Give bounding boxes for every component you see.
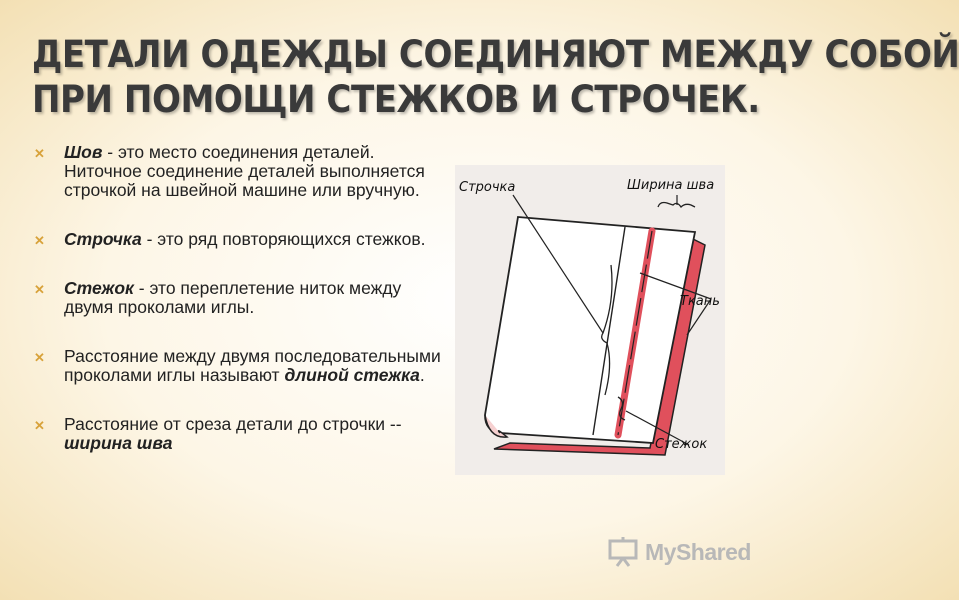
bullet-item-stitch-length <box>34 347 454 385</box>
cross-bullet-icon: ✕ <box>34 418 45 433</box>
definition-seam-width-pre: Расстояние от среза детали до строчки -- <box>64 414 402 434</box>
cross-bullet-icon: ✕ <box>34 282 45 297</box>
label-fabric: Ткань <box>680 294 720 309</box>
bullet-item-seam-width <box>34 415 454 453</box>
bullet-list <box>34 143 454 483</box>
bullet-item-stitch <box>34 279 454 317</box>
definition-stitch-length-pre: Расстояние между двумя последовательными проколами иглы называют <box>64 346 441 385</box>
presentation-board-icon <box>607 535 641 569</box>
page-title <box>32 32 959 122</box>
definition-seam: - это место соединения деталей. Ниточное соединение деталей выполняется строчкой на швейной машине или вручную. <box>64 142 425 200</box>
label-stitch-line: Строчка <box>459 180 516 195</box>
bullet-item-seam <box>34 143 454 200</box>
definition-stitch-line: - это ряд повторяющихся стежков. <box>141 229 426 249</box>
term-seam: Шов <box>64 142 103 162</box>
label-stitch: Стежок <box>655 437 708 452</box>
bullet-item-stitch-line <box>34 230 454 249</box>
label-seam-width: Ширина шва <box>627 178 715 193</box>
cross-bullet-icon: ✕ <box>34 350 45 365</box>
title-line-2: ПРИ ПОМОЩИ СТЕЖКОВ И СТРОЧЕК. <box>32 78 760 121</box>
watermark-text: MyShared <box>645 539 751 565</box>
term-seam-width: ширина шва <box>64 433 173 453</box>
seam-diagram <box>455 165 725 475</box>
watermark <box>605 533 775 573</box>
title-line-1: ДЕТАЛИ ОДЕЖДЫ СОЕДИНЯЮТ МЕЖДУ СОБОЙ <box>32 33 959 76</box>
definition-stitch-length-post: . <box>419 365 425 385</box>
cross-bullet-icon: ✕ <box>34 146 45 161</box>
seam-diagram-svg <box>455 165 725 475</box>
definition-stitch: - это переплетение ниток между двумя проколами иглы. <box>64 278 402 317</box>
term-stitch-line: Строчка <box>64 229 142 249</box>
cross-bullet-icon: ✕ <box>34 233 45 248</box>
term-stitch: Стежок <box>64 278 134 298</box>
term-stitch-length: длиной стежка <box>284 365 420 385</box>
